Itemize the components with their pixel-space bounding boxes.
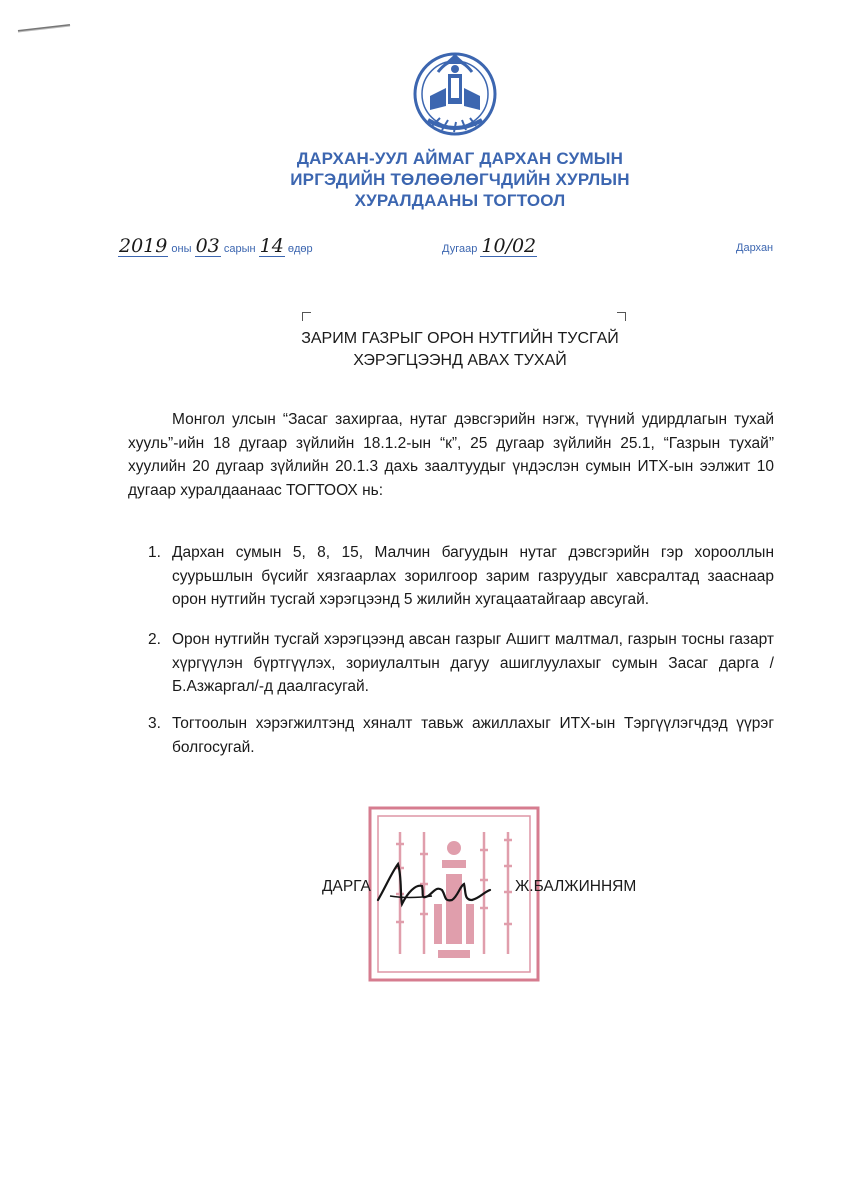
subject-line-1: ЗАРИМ ГАЗРЫГ ОРОН НУТГИЙН ТУСГАЙ xyxy=(301,330,619,347)
list-item xyxy=(148,541,774,612)
list-item xyxy=(148,712,774,759)
handwritten-signature xyxy=(372,856,512,916)
header-line-1: ДАРХАН-УУЛ АЙМАГ ДАРХАН СУМЫН xyxy=(296,149,624,168)
subject-bracket-right xyxy=(617,312,626,321)
header-line-3: ХУРАЛДААНЫ ТОГТООЛ xyxy=(354,191,566,210)
date-day-suffix: өдөр xyxy=(287,243,313,255)
subject-bracket-left xyxy=(302,312,311,321)
date-month: 03 xyxy=(195,235,220,257)
number-label: Дугаар xyxy=(442,243,478,255)
list-item-number: 2. xyxy=(148,631,161,648)
subject-title xyxy=(250,328,670,372)
list-item-number: 1. xyxy=(148,544,161,561)
number-field xyxy=(442,236,537,257)
date-year-suffix: оны xyxy=(171,243,192,255)
date-month-suffix: сарын xyxy=(223,243,256,255)
document-number: 10/02 xyxy=(481,235,537,257)
list-item-text: Дархан сумын 5, 8, 15, Малчин багуудын нутаг дэвсгэрийн гэр хорооллын суурьшлын бүсийг хязгаарлах зорилгоор зарим газруудыг хавсралтад зааснаар орон нутгийн тусгай хэрэгцээнд 5 жилийн хугацаатайгаар авсугай. xyxy=(172,544,774,608)
document-place: Дархан xyxy=(736,242,774,254)
list-item-number: 3. xyxy=(148,715,161,732)
staple-mark xyxy=(16,22,72,34)
document-header xyxy=(220,148,700,211)
signatory-name: Ж.БАЛЖИННЯМ xyxy=(515,878,637,895)
list-item-text: Тогтоолын хэрэгжилтэнд хяналт тавьж ажиллахыг ИТХ-ын Тэргүүлэгчдэд үүрэг болгосугай. xyxy=(172,715,774,756)
date-field xyxy=(118,236,313,257)
place-field xyxy=(736,242,773,254)
signatory-title: ДАРГА xyxy=(322,878,371,895)
subject-line-2: ХЭРЭГЦЭЭНД АВАХ ТУХАЙ xyxy=(353,352,567,369)
list-item-text: Орон нутгийн тусгай хэрэгцээнд авсан газрыг Ашигт малтмал, газрын тосны газарт хүргүүлэн бүртгүүлэх, зориулалтын дагуу ашиглуулахыг сумын Засаг дарга /Б.Азжаргал/-д даалгасугай. xyxy=(172,631,774,695)
preamble-paragraph: Монгол улсын “Засаг захиргаа, нутаг дэвсгэрийн нэгж, түүний удирдлагын тухай хууль”-ийн 18 дугаар зүйлийн 18.1.2-ын “к”, 25 дугаар зүйлийн 25.1, “Газрын тухай” хуулийн 20 дугаар зүйлийн 20.1.3 дахь заалтуудыг үндэслэн сумын ИТХ-ын ээлжит 10 дугаар хуралдаанаас ТОГТООХ нь: xyxy=(128,411,774,499)
list-item xyxy=(148,628,774,699)
date-day: 14 xyxy=(259,235,284,257)
header-line-2: ИРГЭДИЙН ТӨЛӨӨЛӨГЧДИЙН ХУРЛЫН xyxy=(290,170,630,189)
state-emblem-icon xyxy=(410,44,500,142)
date-year: 2019 xyxy=(119,235,168,257)
